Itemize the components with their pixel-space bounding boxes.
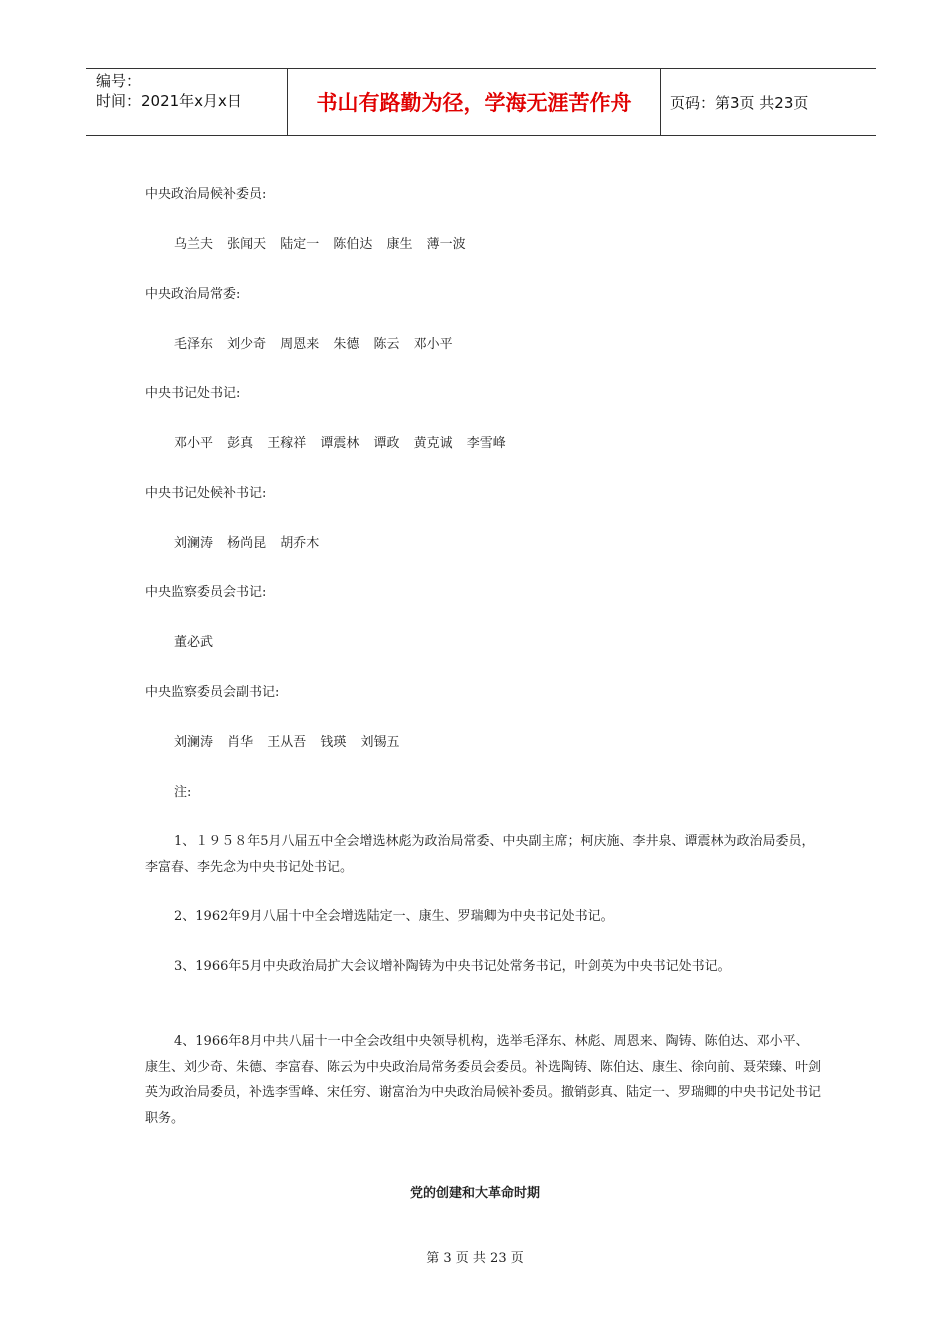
name-list: 乌兰夫 张闻天 陆定一 陈伯达 康生 薄一波 (174, 237, 466, 252)
name-list: 董必武 (174, 635, 214, 650)
section-heading: 中央政治局候补委员: (145, 187, 267, 202)
section-heading: 中央书记处书记: (145, 386, 241, 401)
name-list: 刘澜涛 杨尚昆 胡乔木 (174, 536, 320, 551)
page-header (86, 68, 876, 136)
section-heading: 中央政治局常委: (145, 287, 241, 302)
section-heading: 中央监察委员会书记: (145, 585, 267, 600)
section-heading: 中央书记处候补书记: (145, 486, 267, 501)
header-motto: 书山有路勤为径，学海无涯苦作舟 (287, 69, 661, 135)
time-label: 时间：2021年x月x日 (96, 92, 242, 110)
section-title: 党的创建和大革命时期 (409, 1186, 540, 1201)
number-label: 编号： (96, 72, 142, 90)
note-paragraph: 4、1966年8月中共八届十一中全会改组中央领导机构，选举毛泽东、林彪、周恩来、陶铸、陈伯达、邓小平、康生、刘少奇、朱德、李富春、陈云为中央政治局常务委员会委员。补选陶铸、陈伯达、康生、徐向前、聂荣臻、叶剑英为政治局委员，补选李雪峰、宋任穷、谢富治为中央政治局候补委员。撤销彭真、陆定一、罗瑞卿的中央书记处书记职务。 (145, 1034, 822, 1126)
header-meta (86, 69, 287, 135)
header-page-number: 页码：第3页 共23页 (670, 93, 809, 112)
page-footer: 第 3 页 共 23 页 (426, 1251, 524, 1266)
name-list: 刘澜涛 肖华 王从吾 钱瑛 刘锡五 (174, 735, 400, 750)
note-paragraph: 3、1966年5月中央政治局扩大会议增补陶铸为中央书记处常务书记，叶剑英为中央书记处书记。 (174, 959, 731, 974)
note-label: 注: (174, 785, 192, 800)
note-paragraph: 1、１９５８年5月八届五中全会增选林彪为政治局常委、中央副主席；柯庆施、李井泉、谭震林为政治局委员，李富春、李先念为中央书记处书记。 (145, 834, 815, 875)
name-list: 邓小平 彭真 王稼祥 谭震林 谭政 黄克诚 李雪峰 (174, 436, 506, 451)
name-list: 毛泽东 刘少奇 周恩来 朱德 陈云 邓小平 (174, 337, 453, 352)
section-heading: 中央监察委员会副书记: (145, 685, 280, 700)
note-paragraph: 2、1962年9月八届十中全会增选陆定一、康生、罗瑞卿为中央书记处书记。 (174, 909, 614, 924)
